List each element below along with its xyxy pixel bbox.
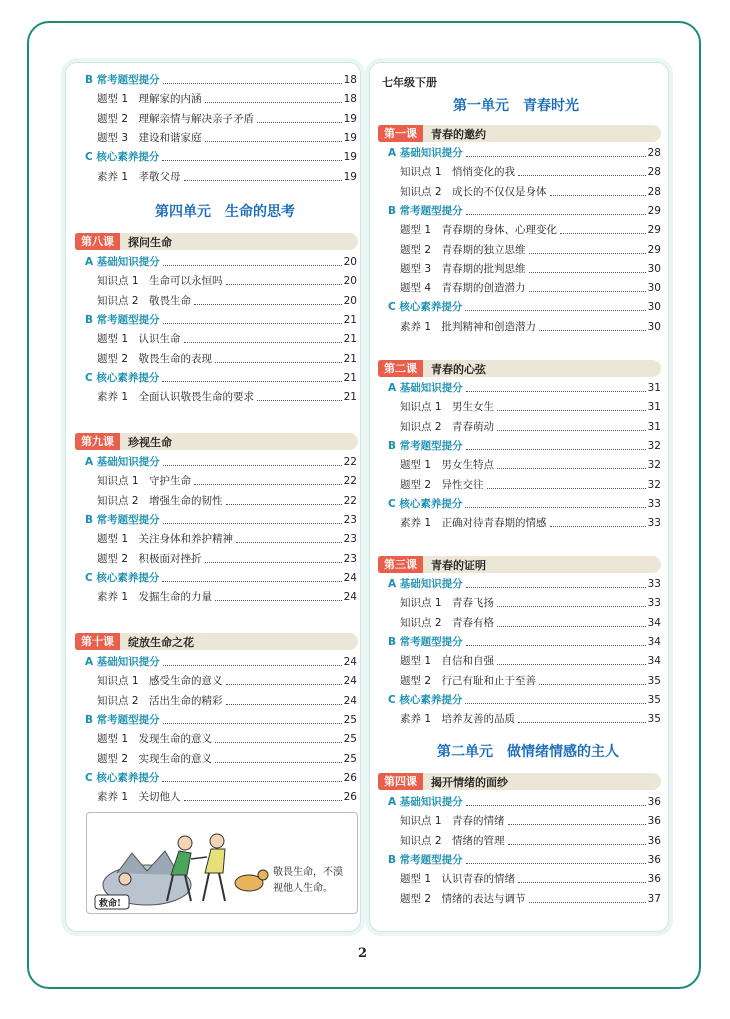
toc-leader-dots xyxy=(529,291,646,292)
toc-leader-dots xyxy=(162,160,341,161)
toc-leader-dots xyxy=(497,606,646,607)
toc-page-number: 25 xyxy=(343,733,357,746)
toc-category-row[interactable] xyxy=(85,656,357,669)
toc-item-row[interactable] xyxy=(400,675,661,688)
toc-item-row[interactable] xyxy=(400,873,661,886)
lesson2-tag: 第二课 xyxy=(378,360,423,377)
toc-item-row[interactable] xyxy=(97,591,357,604)
lesson10-header[interactable] xyxy=(75,633,358,650)
toc-leader-dots xyxy=(518,882,646,883)
toc-leader-dots xyxy=(466,214,646,215)
toc-item-row[interactable] xyxy=(400,517,661,530)
toc-entry-label: B 常考题型提分 xyxy=(388,204,463,217)
toc-leader-dots xyxy=(257,122,342,123)
caption-line1: 敬畏生命，不漠 xyxy=(273,867,343,878)
toc-page-number: 36 xyxy=(647,853,661,866)
toc-page-number: 31 xyxy=(647,401,661,414)
toc-leader-dots xyxy=(215,742,342,743)
bubble-text: 救命! xyxy=(99,899,121,909)
toc-leader-dots xyxy=(487,488,646,489)
toc-item-row[interactable] xyxy=(400,597,661,610)
unit4-name: 生命的思考 xyxy=(225,204,295,220)
toc-page-number: 33 xyxy=(647,597,661,610)
lesson9-header[interactable] xyxy=(75,433,358,450)
toc-leader-dots xyxy=(226,504,342,505)
toc-entry-label: B 常考题型提分 xyxy=(85,313,160,326)
toc-item-row[interactable] xyxy=(400,655,661,668)
toc-leader-dots xyxy=(184,180,342,181)
toc-leader-dots xyxy=(465,703,645,704)
toc-entry-label: B 常考题型提分 xyxy=(85,513,160,526)
toc-entry-label: 题型 1 自信和自强 xyxy=(400,655,495,668)
toc-entry-label: 素养 1 批判精神和创造潜力 xyxy=(400,320,537,333)
toc-leader-dots xyxy=(529,902,646,903)
toc-page-number: 33 xyxy=(647,497,661,510)
illustration-caption xyxy=(273,865,343,897)
toc-entry-label: B 常考题型提分 xyxy=(85,74,160,86)
toc-category-row[interactable] xyxy=(388,854,661,867)
toc-leader-dots xyxy=(539,684,646,685)
lesson3-tag: 第三课 xyxy=(378,556,423,573)
toc-leader-dots xyxy=(497,410,646,411)
toc-entry-label: 素养 1 孝敬父母 xyxy=(97,170,181,183)
toc-page-number: 24 xyxy=(343,656,357,668)
toc-page-number: 20 xyxy=(343,256,357,268)
lesson3-name: 青春的证明 xyxy=(431,558,486,572)
toc-item-row[interactable] xyxy=(97,733,357,746)
toc-leader-dots xyxy=(497,468,646,469)
toc-category-row[interactable] xyxy=(85,514,357,527)
grade-label: 七年级下册 xyxy=(382,76,437,89)
toc-item-row[interactable] xyxy=(97,533,357,546)
toc-entry-label: C 核心素养提分 xyxy=(85,151,160,164)
toc-leader-dots xyxy=(162,781,341,782)
page-number: 2 xyxy=(358,946,368,961)
toc-item-row[interactable] xyxy=(97,391,357,404)
toc-leader-dots xyxy=(163,523,342,524)
trapped-person-icon xyxy=(119,873,131,885)
toc-entry-label: 知识点 1 感受生命的意义 xyxy=(97,675,223,688)
toc-page-number: 35 xyxy=(647,693,661,706)
toc-page-number: 24 xyxy=(343,591,357,604)
toc-leader-dots xyxy=(184,342,342,343)
toc-leader-dots xyxy=(205,562,342,563)
rubble-peaks-icon xyxy=(117,851,179,875)
toc-category-row[interactable] xyxy=(388,147,661,160)
toc-page-number: 36 xyxy=(647,796,661,808)
toc-page-number: 19 xyxy=(343,170,357,183)
toc-page-number: 24 xyxy=(343,571,357,584)
toc-item-row[interactable] xyxy=(97,695,357,708)
toc-item-row[interactable] xyxy=(400,421,661,434)
toc-leader-dots xyxy=(257,400,342,401)
toc-entry-label: 知识点 2 增强生命的韧性 xyxy=(97,494,223,507)
toc-leader-dots xyxy=(226,704,342,705)
toc-item-row[interactable] xyxy=(97,791,357,804)
toc-entry-label: 题型 1 认识生命 xyxy=(97,333,181,346)
toc-category-row[interactable] xyxy=(388,301,661,314)
toc-entry-label: 素养 1 培养友善的品质 xyxy=(400,713,516,726)
toc-entry-label: 题型 2 敬畏生命的表现 xyxy=(97,352,213,365)
unit2-title: 第二单元 xyxy=(437,744,493,760)
toc-page-number: 21 xyxy=(343,313,357,326)
toc-entry-label: 题型 1 男女生特点 xyxy=(400,459,495,472)
toc-entry-label: 知识点 2 敬畏生命 xyxy=(97,294,192,307)
toc-page-number: 34 xyxy=(647,635,661,648)
toc-entry-label: C 核心素养提分 xyxy=(388,301,463,314)
toc-leader-dots xyxy=(497,430,646,431)
toc-category-row[interactable] xyxy=(85,372,357,385)
toc-page-number: 30 xyxy=(647,262,661,275)
toc-leader-dots xyxy=(205,102,342,103)
toc-entry-label: C 核心素养提分 xyxy=(85,771,160,784)
toc-entry-label: 题型 2 理解亲情与解决亲子矛盾 xyxy=(97,112,255,125)
toc-entry-label: A 基础知识提分 xyxy=(388,382,463,394)
toc-leader-dots xyxy=(529,272,646,273)
toc-category-row[interactable] xyxy=(85,456,357,469)
toc-category-row[interactable] xyxy=(388,636,661,649)
toc-entry-label: B 常考题型提分 xyxy=(388,853,463,866)
toc-page-number: 37 xyxy=(647,892,661,905)
toc-page-number: 20 xyxy=(343,275,357,288)
toc-leader-dots xyxy=(497,626,646,627)
toc-leader-dots xyxy=(518,722,646,723)
toc-entry-label: 知识点 1 生命可以永恒吗 xyxy=(97,275,223,288)
toc-item-row[interactable] xyxy=(97,553,357,566)
toc-leader-dots xyxy=(508,824,646,825)
toc-item-row[interactable] xyxy=(97,132,357,145)
toc-entry-label: A 基础知识提分 xyxy=(388,796,463,808)
toc-page-number: 33 xyxy=(647,517,661,530)
toc-entry-label: 题型 1 理解家的内涵 xyxy=(97,93,202,106)
toc-leader-dots xyxy=(194,304,342,305)
toc-item-row[interactable] xyxy=(97,753,357,766)
toc-entry-label: 题型 1 认识青春的情绪 xyxy=(400,873,516,886)
toc-page-number: 29 xyxy=(647,204,661,217)
lesson4-header[interactable] xyxy=(378,773,661,790)
toc-leader-dots xyxy=(465,310,645,311)
toc-page-number: 31 xyxy=(647,420,661,433)
toc-category-row[interactable] xyxy=(388,796,661,809)
toc-leader-dots xyxy=(465,507,645,508)
toc-entry-label: C 核心素养提分 xyxy=(388,693,463,706)
toc-entry-label: 知识点 2 活出生命的精彩 xyxy=(97,694,223,707)
toc-page-number: 28 xyxy=(647,166,661,179)
toc-item-row[interactable] xyxy=(400,224,661,237)
toc-entry-label: 题型 2 行己有耻和止于至善 xyxy=(400,674,537,687)
toc-entry-label: A 基础知识提分 xyxy=(85,656,160,668)
toc-leader-dots xyxy=(529,253,646,254)
toc-entry-label: B 常考题型提分 xyxy=(85,713,160,726)
toc-page-number: 19 xyxy=(343,131,357,144)
toc-item-row[interactable] xyxy=(400,835,661,848)
toc-entry-label: C 核心素养提分 xyxy=(85,371,160,384)
toc-category-row[interactable] xyxy=(388,694,661,707)
toc-page-number: 21 xyxy=(343,352,357,365)
toc-item-row[interactable] xyxy=(97,475,357,488)
lesson1-name: 青春的邀约 xyxy=(431,127,486,141)
toc-item-row[interactable] xyxy=(97,171,357,184)
toc-category-row[interactable] xyxy=(85,74,357,87)
unit1-name: 青春时光 xyxy=(523,98,579,114)
toc-page-number: 32 xyxy=(647,439,661,452)
toc-leader-dots xyxy=(518,175,646,176)
lesson2-name: 青春的心弦 xyxy=(431,362,486,376)
toc-item-row[interactable] xyxy=(97,275,357,288)
toc-page-number: 18 xyxy=(343,93,357,106)
toc-leader-dots xyxy=(226,684,342,685)
toc-leader-dots xyxy=(163,323,342,324)
toc-page-number: 36 xyxy=(647,873,661,886)
toc-item-row[interactable] xyxy=(97,333,357,346)
toc-page-number: 23 xyxy=(343,513,357,526)
toc-leader-dots xyxy=(226,284,342,285)
toc-item-row[interactable] xyxy=(97,295,357,308)
unit2-heading xyxy=(437,741,619,761)
toc-leader-dots xyxy=(236,542,342,543)
toc-page-number: 21 xyxy=(343,371,357,384)
toc-page-number: 30 xyxy=(647,320,661,333)
toc-leader-dots xyxy=(539,330,646,331)
toc-category-row[interactable] xyxy=(85,256,357,269)
toc-page-number: 35 xyxy=(647,674,661,687)
toc-page-number: 19 xyxy=(343,151,357,164)
toc-item-row[interactable] xyxy=(400,244,661,257)
toc-entry-label: 题型 1 青春期的身体、心理变化 xyxy=(400,224,558,237)
toc-item-row[interactable] xyxy=(400,263,661,276)
toc-item-row[interactable] xyxy=(400,186,661,199)
toc-leader-dots xyxy=(205,141,342,142)
toc-entry-label: A 基础知识提分 xyxy=(85,256,160,268)
toc-entry-label: 知识点 1 悄悄变化的我 xyxy=(400,166,516,179)
lesson9-name: 珍视生命 xyxy=(128,435,172,449)
toc-entry-label: B 常考题型提分 xyxy=(388,439,463,452)
toc-page-number: 20 xyxy=(343,294,357,307)
toc-entry-label: 知识点 1 青春飞扬 xyxy=(400,597,495,610)
lesson1-header[interactable] xyxy=(378,125,661,142)
toc-entry-label: C 核心素养提分 xyxy=(388,497,463,510)
toc-page-number: 29 xyxy=(647,224,661,237)
toc-item-row[interactable] xyxy=(400,893,661,906)
toc-page-number: 24 xyxy=(343,675,357,688)
toc-entry-label: A 基础知识提分 xyxy=(388,578,463,590)
toc-category-row[interactable] xyxy=(388,382,661,395)
toc-page-number: 36 xyxy=(647,834,661,847)
toc-leader-dots xyxy=(215,362,342,363)
toc-entry-label: 题型 4 青春期的创造潜力 xyxy=(400,282,526,295)
toc-entry-label: 素养 1 正确对待青春期的情感 xyxy=(400,517,547,530)
toc-page-number: 36 xyxy=(647,815,661,828)
toc-leader-dots xyxy=(466,805,646,806)
toc-category-row[interactable] xyxy=(388,205,661,218)
helper-body-icon xyxy=(205,849,225,873)
rescuer-body-icon xyxy=(171,851,191,875)
toc-category-row[interactable] xyxy=(85,714,357,727)
cartoon-illustration xyxy=(87,813,357,913)
lesson8-header[interactable] xyxy=(75,233,358,250)
toc-leader-dots xyxy=(466,863,646,864)
toc-entry-label: A 基础知识提分 xyxy=(388,147,463,159)
toc-entry-label: 题型 1 发现生命的意义 xyxy=(97,733,213,746)
toc-leader-dots xyxy=(550,195,646,196)
unit4-heading xyxy=(155,201,295,221)
unit1-title: 第一单元 xyxy=(453,98,509,114)
helper-head-icon xyxy=(210,834,224,848)
toc-page-number: 31 xyxy=(647,382,661,394)
toc-leader-dots xyxy=(466,645,646,646)
toc-entry-label: 题型 2 实现生命的意义 xyxy=(97,752,213,765)
toc-entry-label: B 常考题型提分 xyxy=(388,635,463,648)
toc-page-number: 28 xyxy=(647,147,661,159)
toc-leader-dots xyxy=(508,844,646,845)
toc-entry-label: 知识点 1 守护生命 xyxy=(97,475,192,488)
lesson3-header[interactable] xyxy=(378,556,661,573)
toc-item-row[interactable] xyxy=(400,282,661,295)
toc-leader-dots xyxy=(466,156,646,157)
toc-leader-dots xyxy=(560,233,646,234)
toc-item-row[interactable] xyxy=(97,93,357,106)
toc-page-number: 22 xyxy=(343,494,357,507)
toc-page-number: 34 xyxy=(647,616,661,629)
toc-leader-dots xyxy=(215,600,342,601)
unit4-title: 第四单元 xyxy=(155,204,211,220)
toc-page-number: 24 xyxy=(343,694,357,707)
toc-leader-dots xyxy=(162,581,341,582)
unit1-heading xyxy=(453,95,579,115)
toc-page-number: 26 xyxy=(343,771,357,784)
lesson9-tag: 第九课 xyxy=(75,433,120,450)
toc-item-row[interactable] xyxy=(400,166,661,179)
toc-page-number: 25 xyxy=(343,713,357,726)
lesson2-header[interactable] xyxy=(378,360,661,377)
toc-entry-label: 素养 1 全面认识敬畏生命的要求 xyxy=(97,391,255,404)
toc-item-row[interactable] xyxy=(400,617,661,630)
toc-leader-dots xyxy=(184,800,342,801)
toc-item-row[interactable] xyxy=(97,353,357,366)
toc-entry-label: 素养 1 发掘生命的力量 xyxy=(97,591,213,604)
toc-category-row[interactable] xyxy=(85,314,357,327)
toc-page-number: 34 xyxy=(647,655,661,668)
toc-entry-label: C 核心素养提分 xyxy=(85,571,160,584)
toc-entry-label: A 基础知识提分 xyxy=(85,456,160,468)
toc-leader-dots xyxy=(163,723,342,724)
toc-category-row[interactable] xyxy=(388,440,661,453)
lesson10-tag: 第十课 xyxy=(75,633,120,650)
toc-page-number: 22 xyxy=(343,475,357,488)
lesson4-name: 揭开情绪的面纱 xyxy=(431,775,508,789)
toc-leader-dots xyxy=(466,391,646,392)
toc-item-row[interactable] xyxy=(400,479,661,492)
toc-entry-label: 题型 2 情绪的表达与调节 xyxy=(400,892,526,905)
toc-page-number: 21 xyxy=(343,333,357,346)
toc-category-row[interactable] xyxy=(85,572,357,585)
toc-page-number: 30 xyxy=(647,301,661,314)
lesson10-name: 绽放生命之花 xyxy=(128,635,194,649)
toc-leader-dots xyxy=(162,381,341,382)
toc-page-number: 22 xyxy=(343,456,357,468)
toc-page-number: 18 xyxy=(343,74,357,86)
toc-entry-label: 知识点 2 青春萌动 xyxy=(400,420,495,433)
toc-page-number: 29 xyxy=(647,243,661,256)
toc-entry-label: 知识点 1 男生女生 xyxy=(400,401,495,414)
illustration-box xyxy=(86,812,358,914)
toc-entry-label: 知识点 2 成长的不仅仅是身体 xyxy=(400,185,547,198)
lesson1-tag: 第一课 xyxy=(378,125,423,142)
toc-item-row[interactable] xyxy=(97,675,357,688)
toc-category-row[interactable] xyxy=(388,578,661,591)
toc-page-number: 30 xyxy=(647,282,661,295)
toc-entry-label: 题型 3 建设和谐家庭 xyxy=(97,131,202,144)
toc-page-number: 25 xyxy=(343,752,357,765)
toc-page-number: 33 xyxy=(647,578,661,590)
toc-leader-dots xyxy=(550,526,646,527)
toc-page-number: 23 xyxy=(343,552,357,565)
toc-item-row[interactable] xyxy=(400,459,661,472)
toc-leader-dots xyxy=(163,665,342,666)
toc-entry-label: 知识点 2 青春有格 xyxy=(400,616,495,629)
toc-leader-dots xyxy=(163,83,342,84)
toc-leader-dots xyxy=(194,484,342,485)
toc-leader-dots xyxy=(163,265,342,266)
toc-item-row[interactable] xyxy=(97,495,357,508)
toc-item-row[interactable] xyxy=(400,713,661,726)
toc-leader-dots xyxy=(466,449,646,450)
toc-entry-label: 素养 1 关切他人 xyxy=(97,791,181,804)
toc-page-number: 32 xyxy=(647,459,661,472)
toc-entry-label: 题型 2 青春期的独立思维 xyxy=(400,243,526,256)
toc-page-number: 21 xyxy=(343,391,357,404)
toc-category-row[interactable] xyxy=(85,772,357,785)
toc-item-row[interactable] xyxy=(400,815,661,828)
caption-line2: 视他人生命。 xyxy=(273,883,333,894)
toc-item-row[interactable] xyxy=(400,401,661,414)
lesson4-tag: 第四课 xyxy=(378,773,423,790)
toc-entry-label: 题型 3 青春期的批判思维 xyxy=(400,262,526,275)
toc-item-row[interactable] xyxy=(97,113,357,126)
toc-item-row[interactable] xyxy=(400,321,661,334)
lesson8-name: 探问生命 xyxy=(128,235,172,249)
toc-entry-label: 题型 2 异性交往 xyxy=(400,478,484,491)
toc-page-number: 35 xyxy=(647,713,661,726)
toc-leader-dots xyxy=(163,465,342,466)
toc-page-number: 28 xyxy=(647,185,661,198)
toc-entry-label: 知识点 1 青春的情绪 xyxy=(400,815,505,828)
rescuer-head-icon xyxy=(178,836,192,850)
lesson8-tag: 第八课 xyxy=(75,233,120,250)
toc-entry-label: 知识点 2 情绪的管理 xyxy=(400,834,505,847)
unit2-name: 做情绪情感的主人 xyxy=(507,744,619,760)
toc-entry-label: 题型 1 关注身体和养护精神 xyxy=(97,533,234,546)
toc-page-number: 26 xyxy=(343,791,357,804)
toc-category-row[interactable] xyxy=(388,498,661,511)
toc-category-row[interactable] xyxy=(85,151,357,164)
toc-leader-dots xyxy=(466,587,646,588)
toc-leader-dots xyxy=(497,664,646,665)
toc-entry-label: 题型 2 积极面对挫折 xyxy=(97,552,202,565)
toc-page-number: 19 xyxy=(343,112,357,125)
toc-page-number: 23 xyxy=(343,533,357,546)
toc-leader-dots xyxy=(215,762,342,763)
toc-page-number: 32 xyxy=(647,478,661,491)
